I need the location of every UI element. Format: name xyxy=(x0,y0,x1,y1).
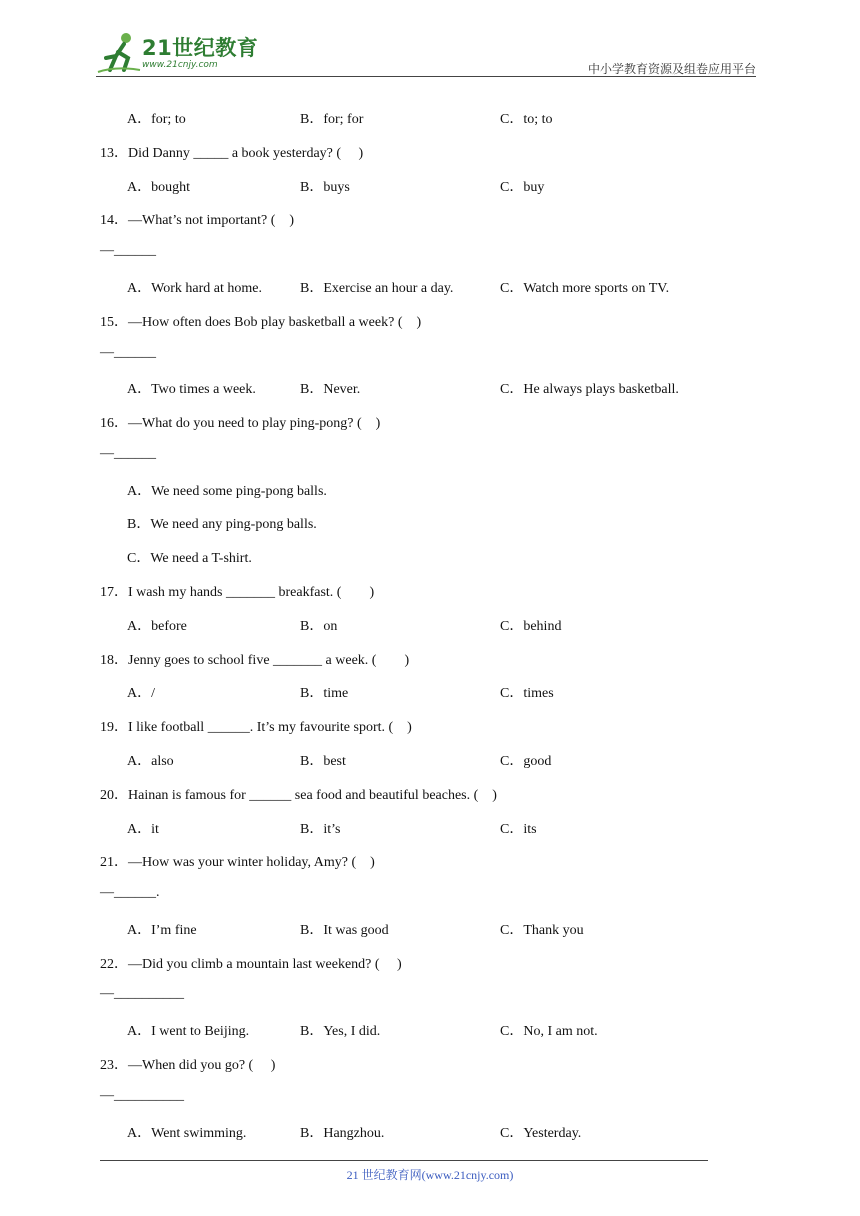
logo-text: 21世纪教育 xyxy=(142,36,259,60)
q14-stem: 14．—What’s not important? ( ) xyxy=(100,213,295,228)
q15-stem: 15．—How often does Bob play basketball a week? ( ) xyxy=(100,315,422,330)
q20-option-a: A．it xyxy=(127,822,159,837)
q23-option-a: A．Went swimming. xyxy=(127,1126,247,1141)
q16-option-b: B．We need any ping-pong balls. xyxy=(127,517,317,532)
q21-option-c: C．Thank you xyxy=(500,923,584,938)
logo-url: www.21cnjy.com xyxy=(142,60,218,70)
q23-option-b: B．Hangzhou. xyxy=(300,1126,385,1141)
q23-answer-blank: —__________ xyxy=(100,1088,184,1103)
q21-stem: 21．—How was your winter holiday, Amy? ( ) xyxy=(100,855,375,870)
q13-option-a: A．bought xyxy=(127,180,190,195)
q17-stem: 17．I wash my hands _______ breakfast. ( ) xyxy=(100,585,375,600)
q22-option-a: A．I went to Beijing. xyxy=(127,1024,250,1039)
q14-answer-blank: —______ xyxy=(100,243,156,258)
q17-option-a: A．before xyxy=(127,619,187,634)
footer-link[interactable]: 21 世纪教育网(www.21cnjy.com) xyxy=(346,1168,514,1182)
q18-option-c: C．times xyxy=(500,686,554,701)
q20-option-b: B．it’s xyxy=(300,822,341,837)
q14-option-b: B．Exercise an hour a day. xyxy=(300,281,454,296)
footer-divider xyxy=(100,1160,708,1161)
q22-option-b: B．Yes, I did. xyxy=(300,1024,381,1039)
q13-stem: 13．Did Danny _____ a book yesterday? ( ) xyxy=(100,146,364,161)
q19-stem: 19．I like football ______. It’s my favourite sport. ( ) xyxy=(100,720,412,735)
q19-option-b: B．best xyxy=(300,754,346,769)
runner-logo-icon xyxy=(96,30,142,76)
q16-answer-blank: —______ xyxy=(100,446,156,461)
q15-answer-blank: —______ xyxy=(100,345,156,360)
q18-stem: 18．Jenny goes to school five _______ a week. ( ) xyxy=(100,653,410,668)
q16-option-a: A．We need some ping-pong balls. xyxy=(127,484,327,499)
q13-option-c: C．buy xyxy=(500,180,545,195)
q15-option-b: B．Never. xyxy=(300,382,361,397)
page-header xyxy=(96,30,756,78)
q22-option-c: C．No, I am not. xyxy=(500,1024,598,1039)
q12-option-a: A．for; to xyxy=(127,112,186,127)
q14-option-a: A．Work hard at home. xyxy=(127,281,262,296)
q19-option-c: C．good xyxy=(500,754,552,769)
q18-option-b: B．time xyxy=(300,686,349,701)
header-platform-title: 中小学教育资源及组卷应用平台 xyxy=(587,62,756,76)
q17-option-c: C．behind xyxy=(500,619,562,634)
q18-option-a: A．/ xyxy=(127,686,155,701)
q21-option-b: B．It was good xyxy=(300,923,389,938)
q12-option-c: C．to; to xyxy=(500,112,553,127)
q21-answer-blank: —______. xyxy=(100,885,160,900)
q23-stem: 23．—When did you go? ( ) xyxy=(100,1058,276,1073)
header-divider xyxy=(96,76,756,77)
q17-option-b: B．on xyxy=(300,619,338,634)
q23-option-c: C．Yesterday. xyxy=(500,1126,582,1141)
q21-option-a: A．I’m fine xyxy=(127,923,197,938)
q22-stem: 22．—Did you climb a mountain last weekend? ( ) xyxy=(100,957,402,972)
q12-option-b: B．for; for xyxy=(300,112,364,127)
q20-stem: 20．Hainan is famous for ______ sea food and beautiful beaches. ( ) xyxy=(100,788,497,803)
q15-option-a: A．Two times a week. xyxy=(127,382,256,397)
q14-option-c: C．Watch more sports on TV. xyxy=(500,281,670,296)
q16-stem: 16．—What do you need to play ping-pong? ( ) xyxy=(100,416,381,431)
q13-option-b: B．buys xyxy=(300,180,350,195)
q19-option-a: A．also xyxy=(127,754,174,769)
q22-answer-blank: —__________ xyxy=(100,986,184,1001)
logo xyxy=(96,30,266,76)
q20-option-c: C．its xyxy=(500,822,537,837)
q16-option-c: C．We need a T-shirt. xyxy=(127,551,252,566)
q15-option-c: C．He always plays basketball. xyxy=(500,382,679,397)
